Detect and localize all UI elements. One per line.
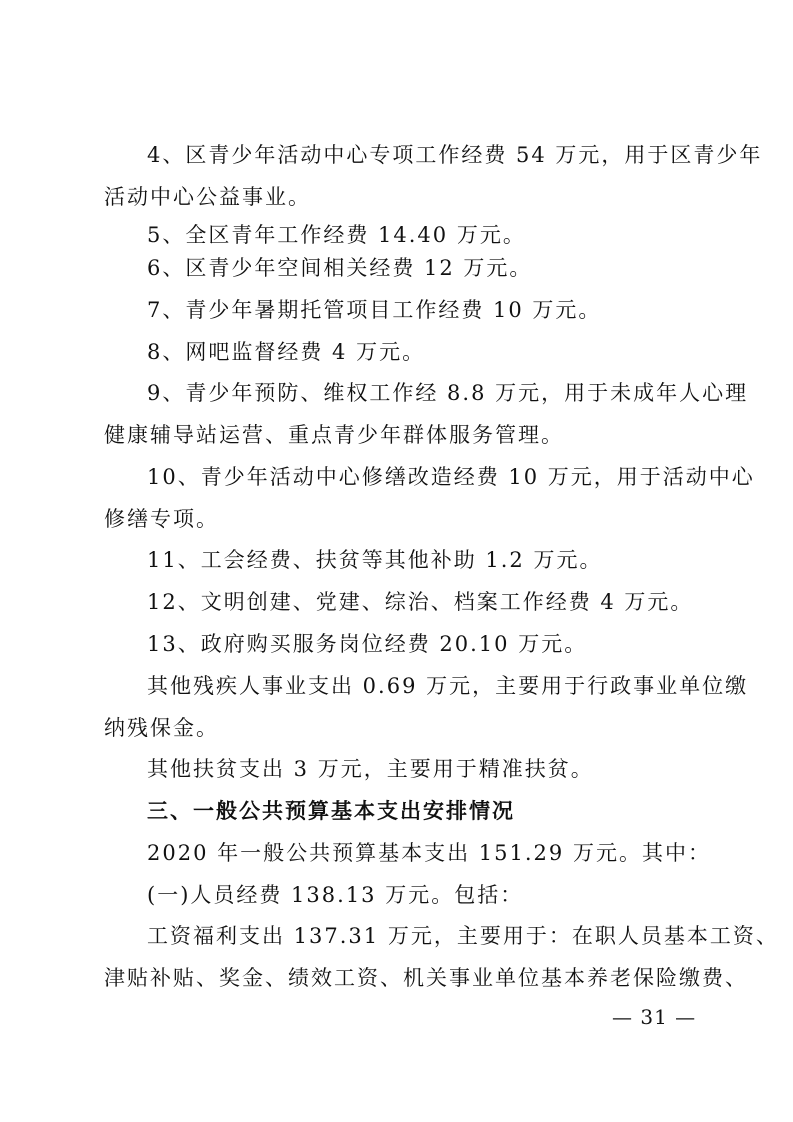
paragraph-line: 6、区青少年空间相关经费 12 万元。 [147, 256, 533, 280]
paragraph-line: 10、青少年活动中心修缮改造经费 10 万元，用于活动中心 [147, 465, 755, 489]
paragraph-line: 7、青少年暑期托管项目工作经费 10 万元。 [147, 298, 602, 322]
paragraph-line: 修缮专项。 [104, 507, 219, 531]
paragraph-line: 5、全区青年工作经费 14.40 万元。 [147, 223, 526, 247]
paragraph-line: 健康辅导站运营、重点青少年群体服务管理。 [104, 423, 564, 447]
paragraph-line: 纳残保金。 [104, 716, 219, 740]
paragraph-line: 8、网吧监督经费 4 万元。 [147, 340, 426, 364]
paragraph-line: 活动中心公益事业。 [104, 185, 311, 209]
paragraph-line: 津贴补贴、奖金、绩效工资、机关事业单位基本养老保险缴费、 [104, 966, 748, 990]
paragraph-line: (一)人员经费 138.13 万元。包括： [147, 883, 524, 907]
section-heading: 三、一般公共预算基本支出安排情况 [147, 799, 515, 823]
paragraph-line: 其他扶贫支出 3 万元，主要用于精准扶贫。 [147, 757, 594, 781]
paragraph-line: 工资福利支出 137.31 万元，主要用于：在职人员基本工资、 [147, 924, 779, 948]
page-number: — 31 — [612, 1005, 697, 1029]
paragraph-line: 13、政府购买服务岗位经费 20.10 万元。 [147, 632, 588, 656]
paragraph-line: 9、青少年预防、维权工作经 8.8 万元，用于未成年人心理 [147, 381, 749, 405]
paragraph-line: 其他残疾人事业支出 0.69 万元，主要用于行政事业单位缴 [147, 674, 749, 698]
paragraph-line: 2020 年一般公共预算基本支出 151.29 万元。其中： [147, 841, 711, 865]
paragraph-line: 4、区青少年活动中心专项工作经费 54 万元，用于区青少年 [147, 143, 763, 167]
paragraph-line: 11、工会经费、扶贫等其他补助 1.2 万元。 [147, 548, 603, 572]
paragraph-line: 12、文明创建、党建、综治、档案工作经费 4 万元。 [147, 590, 694, 614]
